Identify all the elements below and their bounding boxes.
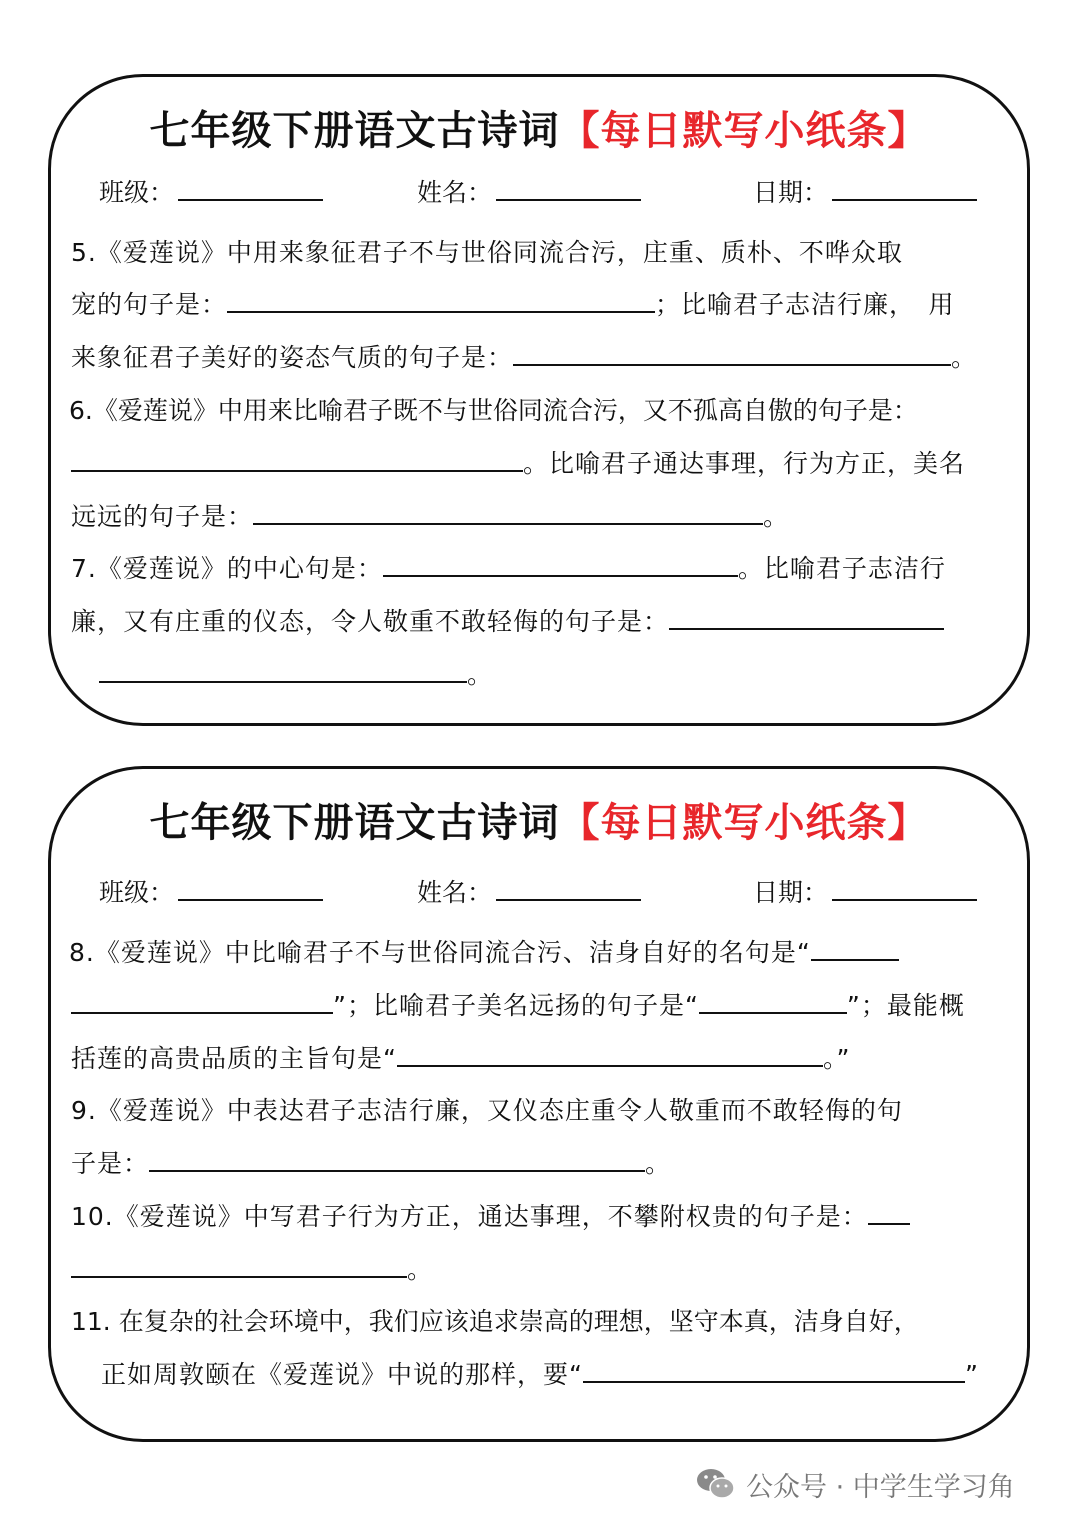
question-11-line-2: 正如周敦颐在《爱莲说》中说的那样，要“ ”: [101, 1360, 979, 1389]
title-accent: 【每日默写小纸条】: [559, 800, 929, 846]
question-6-line-1: 6.《爱莲说》中用来比喻君子既不与世俗同流合污，又不孤高自傲的句子是：: [69, 396, 918, 425]
footer-watermark: [696, 1462, 1015, 1506]
question-8-line-1: 8.《爱莲说》中比喻君子不与世俗同流合污、洁身自好的名句是“: [69, 933, 899, 969]
answer-blank[interactable]: [227, 289, 655, 313]
date-blank[interactable]: [832, 175, 977, 201]
answer-blank[interactable]: [71, 448, 523, 472]
question-5-line-1: 5.《爱莲说》中用来象征君子不与世俗同流合污，庄重、质朴、不哗众取: [71, 238, 903, 267]
question-7-line-2: 廉，又有庄重的仪态，令人敬重不敢轻侮的句子是：: [71, 602, 944, 638]
answer-blank[interactable]: [383, 553, 738, 577]
question-8-line-3: 括莲的高贵品质的主旨句是“ 。”: [71, 1044, 851, 1073]
footer-text: 公众号 · 中学生学习角: [746, 1471, 1015, 1503]
answer-blank[interactable]: [699, 990, 847, 1014]
class-field: [99, 173, 323, 209]
name-label: 姓名：: [417, 878, 493, 907]
answer-blank[interactable]: [868, 1201, 910, 1225]
title-main: 七年级下册语文古诗词: [149, 800, 560, 846]
wechat-icon: [696, 1467, 736, 1501]
answer-blank[interactable]: [253, 501, 763, 525]
question-6-line-3: 远远的句子是： 。: [71, 502, 790, 531]
answer-blank[interactable]: [149, 1148, 645, 1172]
worksheet-card-2: [48, 766, 1030, 1442]
name-blank[interactable]: [496, 175, 641, 201]
answer-blank[interactable]: [513, 342, 951, 366]
question-10-line-2: 。: [71, 1250, 433, 1286]
question-8-line-2: ”；比喻君子美名远扬的句子是“ ”；最能概: [71, 986, 965, 1022]
name-field: [417, 873, 641, 909]
date-blank[interactable]: [832, 875, 977, 901]
question-7-line-1: 7.《爱莲说》的中心句是： 。比喻君子志洁行: [71, 554, 946, 583]
answer-blank[interactable]: [71, 1254, 407, 1278]
card-title: [51, 99, 1027, 156]
name-field: [417, 173, 641, 209]
worksheet-card-1: [48, 74, 1030, 726]
title-accent: 【每日默写小纸条】: [559, 108, 929, 154]
answer-blank[interactable]: [669, 606, 944, 630]
date-field: [753, 173, 977, 209]
class-blank[interactable]: [178, 875, 323, 901]
answer-blank[interactable]: [811, 937, 899, 961]
question-7-line-3: 。: [99, 655, 493, 691]
answer-blank[interactable]: [99, 659, 467, 683]
class-label: 班级：: [99, 878, 175, 907]
answer-blank[interactable]: [583, 1359, 965, 1383]
date-field: [753, 873, 977, 909]
title-main: 七年级下册语文古诗词: [149, 108, 560, 154]
name-label: 姓名：: [417, 178, 493, 207]
answer-blank[interactable]: [71, 990, 333, 1014]
date-label: 日期：: [753, 178, 829, 207]
question-9-line-2: 子是： 。: [71, 1149, 672, 1178]
question-9-line-1: 9.《爱莲说》中表达君子志洁行廉，又仪态庄重令人敬重而不敢轻侮的句: [71, 1096, 903, 1125]
class-label: 班级：: [99, 178, 175, 207]
question-6-line-2: 。比喻君子通达事理，行为方正，美名: [71, 444, 965, 480]
question-5-line-2: 宠的句子是： ；比喻君子志洁行廉， 用: [71, 290, 955, 319]
card-title: [51, 791, 1027, 848]
question-5-line-3: 来象征君子美好的姿态气质的句子是： 。: [71, 343, 978, 372]
question-10-line-1: 10.《爱莲说》中写君子行为方正，通达事理，不攀附权贵的句子是：: [71, 1197, 910, 1233]
class-field: [99, 873, 323, 909]
question-11-line-1: 11. 在复杂的社会环境中，我们应该追求崇高的理想，坚守本真，洁身自好，: [71, 1307, 919, 1336]
class-blank[interactable]: [178, 175, 323, 201]
name-blank[interactable]: [496, 875, 641, 901]
answer-blank[interactable]: [397, 1043, 823, 1067]
date-label: 日期：: [753, 878, 829, 907]
